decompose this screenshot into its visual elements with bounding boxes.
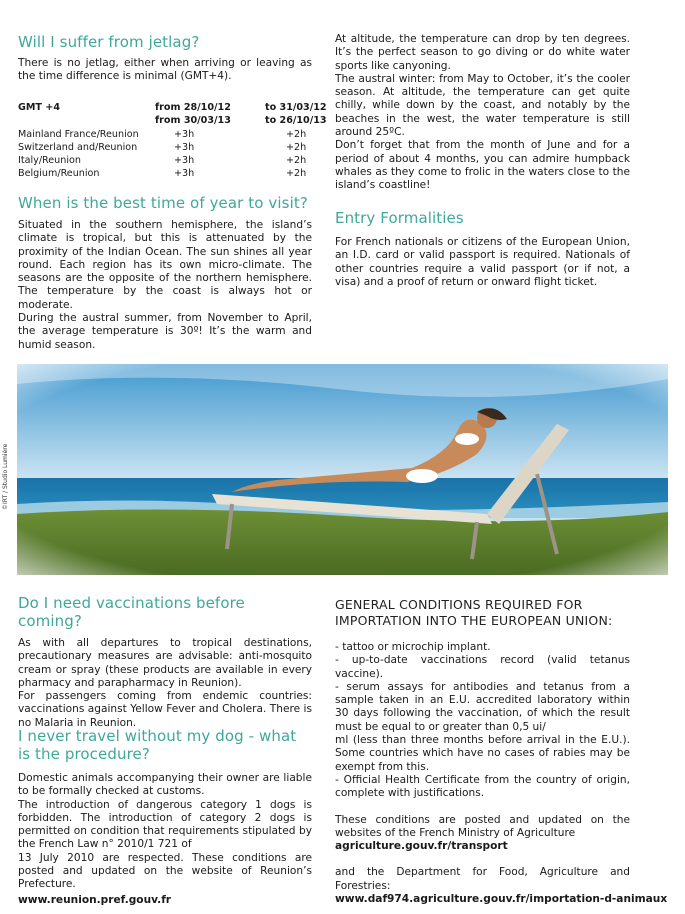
seasons-p2: The austral winter: from May to October, it’s the cooler season. At altitude, the temperature can get quite chilly, while down by the coast, and notably by the beaches in the west, the water temperature is still around 25ºC. (335, 72, 630, 139)
gmt-table (18, 101, 327, 181)
entry-section (335, 209, 630, 289)
table-row (18, 128, 312, 141)
vaccinations-section (18, 594, 312, 730)
jetlag-text: There is no jetlag, either when arriving or leaving as the time difference is minimal (GMT+4). (18, 57, 312, 83)
gmt-cell-place: Belgium/Reunion (18, 168, 100, 180)
dog-section (18, 727, 312, 907)
dog-p1: Domestic animals accompanying their owner are liable to be formally checked at customs. (18, 772, 312, 798)
gmt-cell-place: Italy/Reunion (18, 155, 81, 167)
gmt-cell-place: Mainland France/Reunion (18, 128, 139, 140)
gmt-header2-to: to 26/10/13 (265, 115, 327, 127)
best-time-p1: Situated in the southern hemisphere, the island’s climate is tropical, but this is attenuated by the proximity of the Indian Ocean. The sun shines all year round. Each region has its own micro-climate. The seasons are the opposite of the northern hemisphere. The temperature by the coast is always hot or moderate. (18, 219, 312, 311)
seasons-p3: Don’t forget that from the month of June and for a period of about 4 months, you can admire humpback whales as they come to frolic in the waters close to the island’s coastline! (335, 139, 630, 192)
gmt-header2-from: from 30/03/13 (155, 115, 231, 127)
best-time-p2: During the austral summer, from November to April, the average temperature is 30º! It’s the warm and humid season. (18, 312, 312, 351)
gmt-header-from: from 28/10/12 (155, 102, 231, 113)
list-item: - serum assays for antibodies and tetanus from a sample taken in an E.U. accredited laboratory within 30 days following the vaccination, of which the result must be equal to or greater than 0,5 ui/ (335, 680, 630, 733)
beach-photo-illustration (17, 364, 668, 575)
gmt-cell-summer: +2h (286, 141, 307, 153)
vaccinations-title: Do I need vaccinations before coming? (18, 594, 245, 630)
entry-title: Entry Formalities (335, 209, 464, 227)
gmt-cell-winter: +3h (174, 141, 195, 153)
vaccinations-p2: For passengers coming from endemic countries: vaccinations against Yellow Fever and Cholera. There is no Malaria in Reunion. (18, 690, 312, 729)
jetlag-title: Will I suffer from jetlag? (18, 33, 200, 51)
gmt-header-to: to 31/03/12 (265, 102, 327, 113)
gmt-cell-summer: +2h (286, 155, 307, 167)
general-conditions-section (335, 597, 668, 906)
table-row (18, 167, 312, 180)
beach-photo (17, 364, 668, 575)
vaccinations-p1: As with all departures to tropical destinations, precautionary measures are advisable: anti-mosquito cream or spray (these products are available in every pharmacy and parapharmacy in Reunion). (18, 637, 312, 689)
gmt-header-row (18, 101, 327, 114)
gmt-header-row-2 (18, 114, 327, 127)
seasons-section (335, 33, 630, 193)
best-time-section (18, 194, 312, 352)
dog-p2: The introduction of dangerous category 1 dogs is forbidden. The introduction of category 2 dogs is permitted on condition that requirements stipulated by the French Law n° 2010/1 721 of (18, 798, 312, 851)
best-time-title: When is the best time of year to visit? (18, 194, 308, 212)
daf974-link[interactable]: www.daf974.agriculture.gouv.fr/importation-d-animaux (335, 893, 668, 906)
entry-text: For French nationals or citizens of the European Union, an I.D. card or valid passport is required. Nationals of other countries require a valid passport (or if not, a visa) and a proof of return or onward flight ticket. (335, 236, 630, 288)
dog-title: I never travel without my dog - what is the procedure? (18, 727, 297, 763)
list-item: - up-to-date vaccinations record (valid tetanus vaccine). (335, 654, 630, 680)
seasons-p1: At altitude, the temperature can drop by ten degrees. It’s the perfect season to go diving or do white water sports like canyoning. (335, 33, 630, 72)
gmt-cell-winter: +3h (174, 128, 195, 140)
prefecture-link[interactable]: www.reunion.pref.gouv.fr (18, 893, 172, 906)
photo-credit: ©IRT / Studio Lumière (2, 443, 9, 510)
gmt-cell-summer: +2h (286, 128, 307, 140)
agriculture-link[interactable]: agriculture.gouv.fr/transport (335, 840, 508, 853)
general-conditions-title: GENERAL CONDITIONS REQUIRED FOR IMPORTATION INTO THE EUROPEAN UNION: (335, 597, 613, 628)
jetlag-section (18, 33, 312, 84)
dog-p3: 13 July 2010 are respected. These conditions are posted and updated on the website of Reunion’s Prefecture. (18, 851, 312, 891)
table-row (18, 154, 312, 167)
general-dept-text: and the Department for Food, Agriculture and Forestries: (335, 866, 630, 892)
gmt-header-label: GMT +4 (18, 102, 61, 113)
list-item: ml (less than three months before arrival in the E.U.). Some countries which have no cases of rabies may be exempt from this. (335, 734, 630, 773)
list-item: - tattoo or microchip implant. (335, 641, 491, 653)
list-item: - Official Health Certificate from the country of origin, complete with justifications. (335, 773, 630, 800)
gmt-cell-place: Switzerland and/Reunion (18, 141, 138, 153)
gmt-cell-winter: +3h (174, 168, 195, 180)
general-posted-text: These conditions are posted and updated on the websites of the French Ministry of Agriculture (335, 813, 630, 839)
gmt-cell-winter: +3h (174, 155, 195, 167)
gmt-cell-summer: +2h (286, 168, 307, 180)
table-row (18, 141, 312, 154)
